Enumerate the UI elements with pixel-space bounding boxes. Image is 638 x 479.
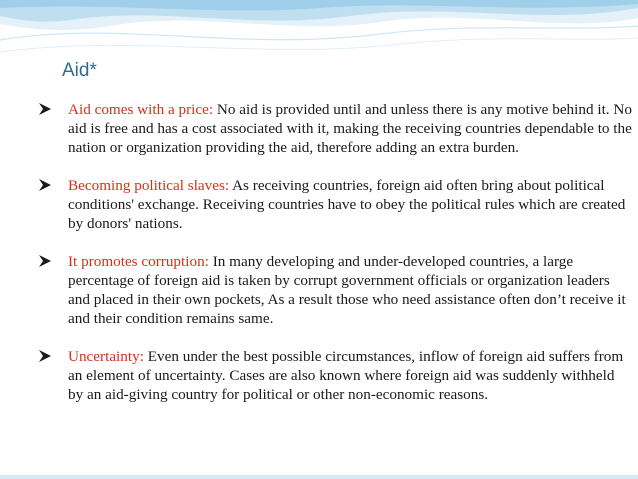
bullet-lead: Aid comes with a price: — [68, 101, 214, 118]
slide-title: Aid* — [62, 60, 97, 81]
bullet-lead: Uncertainty: — [68, 348, 144, 365]
bullet-lead: It promotes corruption: — [68, 253, 209, 270]
bullet-lead: Becoming political slaves: — [68, 177, 230, 194]
bullet-item — [38, 100, 632, 157]
bullet-text: Even under the best possible circumstances, inflow of foreign aid suffers from an element of uncertainty. Cases are also known where foreign aid was suddenly withheld by an aid-giving country for political or other non-economic reasons. — [68, 348, 624, 403]
bullet-list — [38, 100, 632, 404]
bullet-item — [38, 347, 632, 404]
bullet-text: As receiving countries, foreign aid often bring about political conditions' exchange. Receiving countries have to obey the political rules which are created by donors' nations. — [68, 177, 626, 232]
bullet-item — [38, 252, 632, 328]
bullet-item — [38, 176, 632, 233]
bullet-text: In many developing and under-developed countries, a large percentage of foreign aid is taken by corrupt government officials or organization leaders and placed in their own pockets, As a result those who need assistance often don’t receive it and their condition remains same. — [68, 253, 626, 327]
arrowhead-bullet-icon — [38, 350, 52, 362]
arrowhead-bullet-icon — [38, 255, 52, 267]
footer-divider — [0, 475, 638, 479]
bullet-text: No aid is provided until and unless there is any motive behind it. No aid is free and has a cost associated with it, making the receiving countries dependable to the nation or organization providing the aid, therefore adding an extra burden. — [68, 101, 632, 156]
arrowhead-bullet-icon — [38, 103, 52, 115]
arrowhead-bullet-icon — [38, 179, 52, 191]
